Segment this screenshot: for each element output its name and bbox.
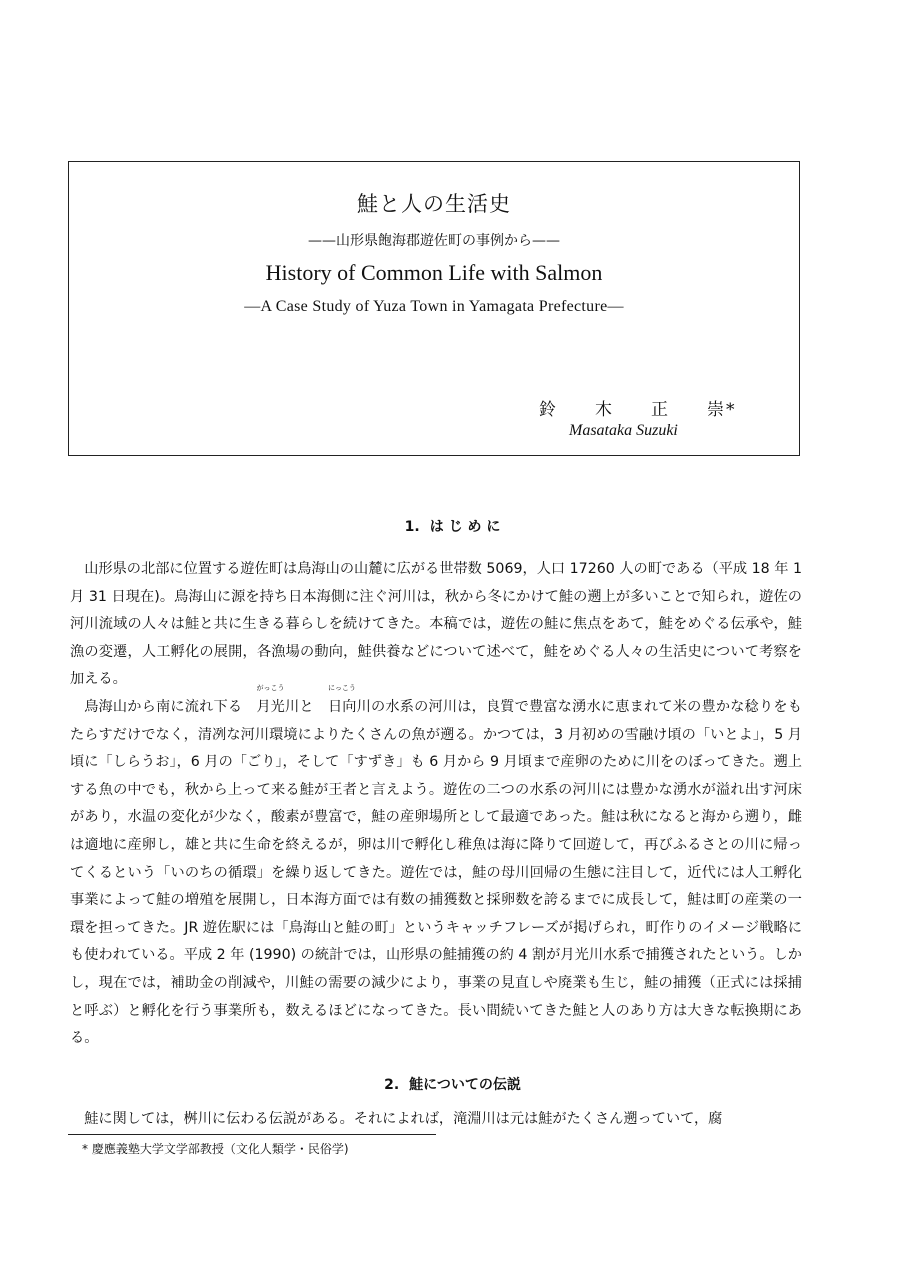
section-1-heading [0,516,905,536]
section-number: 1. [404,519,420,535]
paper-title-japanese: 鮭と人の生活史 [357,192,511,216]
ruby-nikko [314,683,357,722]
author-char: 正 [651,400,670,420]
paper-subtitle-japanese: ——山形県飽海郡遊佐町の事例から—— [308,233,560,249]
text-run: 鳥海山から南に流れ下る [84,698,243,715]
section-title: は じ め に [429,519,501,535]
ruby-base: 月光 [256,698,285,715]
section-2-heading [0,1074,905,1094]
section-number: 2. [384,1077,400,1093]
ruby-reading: がっこう [256,683,285,692]
author-name-english: Masataka Suzuki [569,422,678,439]
title-box [68,161,800,456]
author-char: 崇* [707,400,737,420]
author-char: 鈴 [539,400,558,420]
footnote-divider [68,1134,436,1135]
paragraph: 鮭に関しては，桝川に伝わる伝説がある。それによれば，滝淵川は元は鮭がたくさん遡っていて，腐 [84,1111,723,1127]
ruby-gakko [242,683,285,722]
ruby-base: 日向 [328,698,357,715]
section-2-body [70,1106,802,1134]
section-1-body [70,556,802,1053]
author-name-japanese [539,395,749,420]
text-run: 川の水系の河川は，良質で豊富な湧水に恵まれて米の豊かな稔りをもたらすだけでなく，清冽な河川環境によりたくさんの魚が遡る。かつては，3 月初めの雪融け頃の「いとよ」，5 月頃に「しらうお」，6 月の「ごり」，そして「すずき」も 6 月から 9 月頃まで産卵のために川をのぼってきた。遡上する魚の中でも，秋から上って来る鮭が王者と言えよう。遊佐の二つの水系の河川には豊かな湧水が溢れ出す河床があり，水温の変化が少なく，酸素が豊富で，鮭の産卵場所として最適であった。鮭は秋になると海から遡り，雌は適地に産卵し，雄と共に生命を終えるが，卵は川で孵化し稚魚は海に降りて回遊して，再びふるさとの川に帰ってくるという「いのちの循環」を繰り返してきた。遊佐では，鮭の母川回帰の生態に注目して，近代には人工孵化事業によって鮭の増殖を展開し，日本海方面では有数の捕獲数と採卵数を誇るまでに成長して，鮭は町の産業の一環を担ってきた。JR 遊佐駅には「鳥海山と鮭の町」というキャッチフレーズが掲げられ，町作りのイメージ戦略にも使われている。平成 2 年 (1990) の統計では，山形県の鮭捕獲の約 4 割が月光川水系で捕獲されたという。しかし，現在では，補助金の削減や，川鮭の需要の減少により，事業の見直しや廃業も生じ，鮭の捕獲（正式には採捕と呼ぶ）と孵化を行う事業所も，数えるほどになってきた。長い間続いてきた鮭と人のあり方は大きな転換期にある。 [70,698,802,1047]
paragraph: 山形県の北部に位置する遊佐町は鳥海山の山麓に広がる世帯数 5069，人口 17260 人の町である（平成 18 年 1 月 31 日現在)。鳥海山に源を持ち日本海側に注ぐ河川は，秋から冬にかけて鮭の遡上が多いことで知られ，遊佐の河川流域の人々は鮭と共に生きる暮らしを続けてきた。本稿では，遊佐の鮭に焦点をあて，鮭をめぐる伝承や，鮭漁の変遷，人工孵化の展開，各漁場の動向，鮭供養などについて述べて，鮭をめぐる人々の生活史について考察を加える。 [70,561,802,688]
author-footnote: * 慶應義塾大学文学部教授（文化人類学・民俗学) [82,1142,349,1156]
ruby-reading: にっこう [328,683,356,692]
paragraph [70,683,802,1053]
author-char: 木 [595,400,614,420]
section-title: 鮭についての伝説 [409,1077,521,1093]
text-run: 川と [284,698,314,715]
paper-subtitle-english: —A Case Study of Yuza Town in Yamagata Prefecture— [244,298,624,315]
paper-title-english: History of Common Life with Salmon [265,260,603,285]
